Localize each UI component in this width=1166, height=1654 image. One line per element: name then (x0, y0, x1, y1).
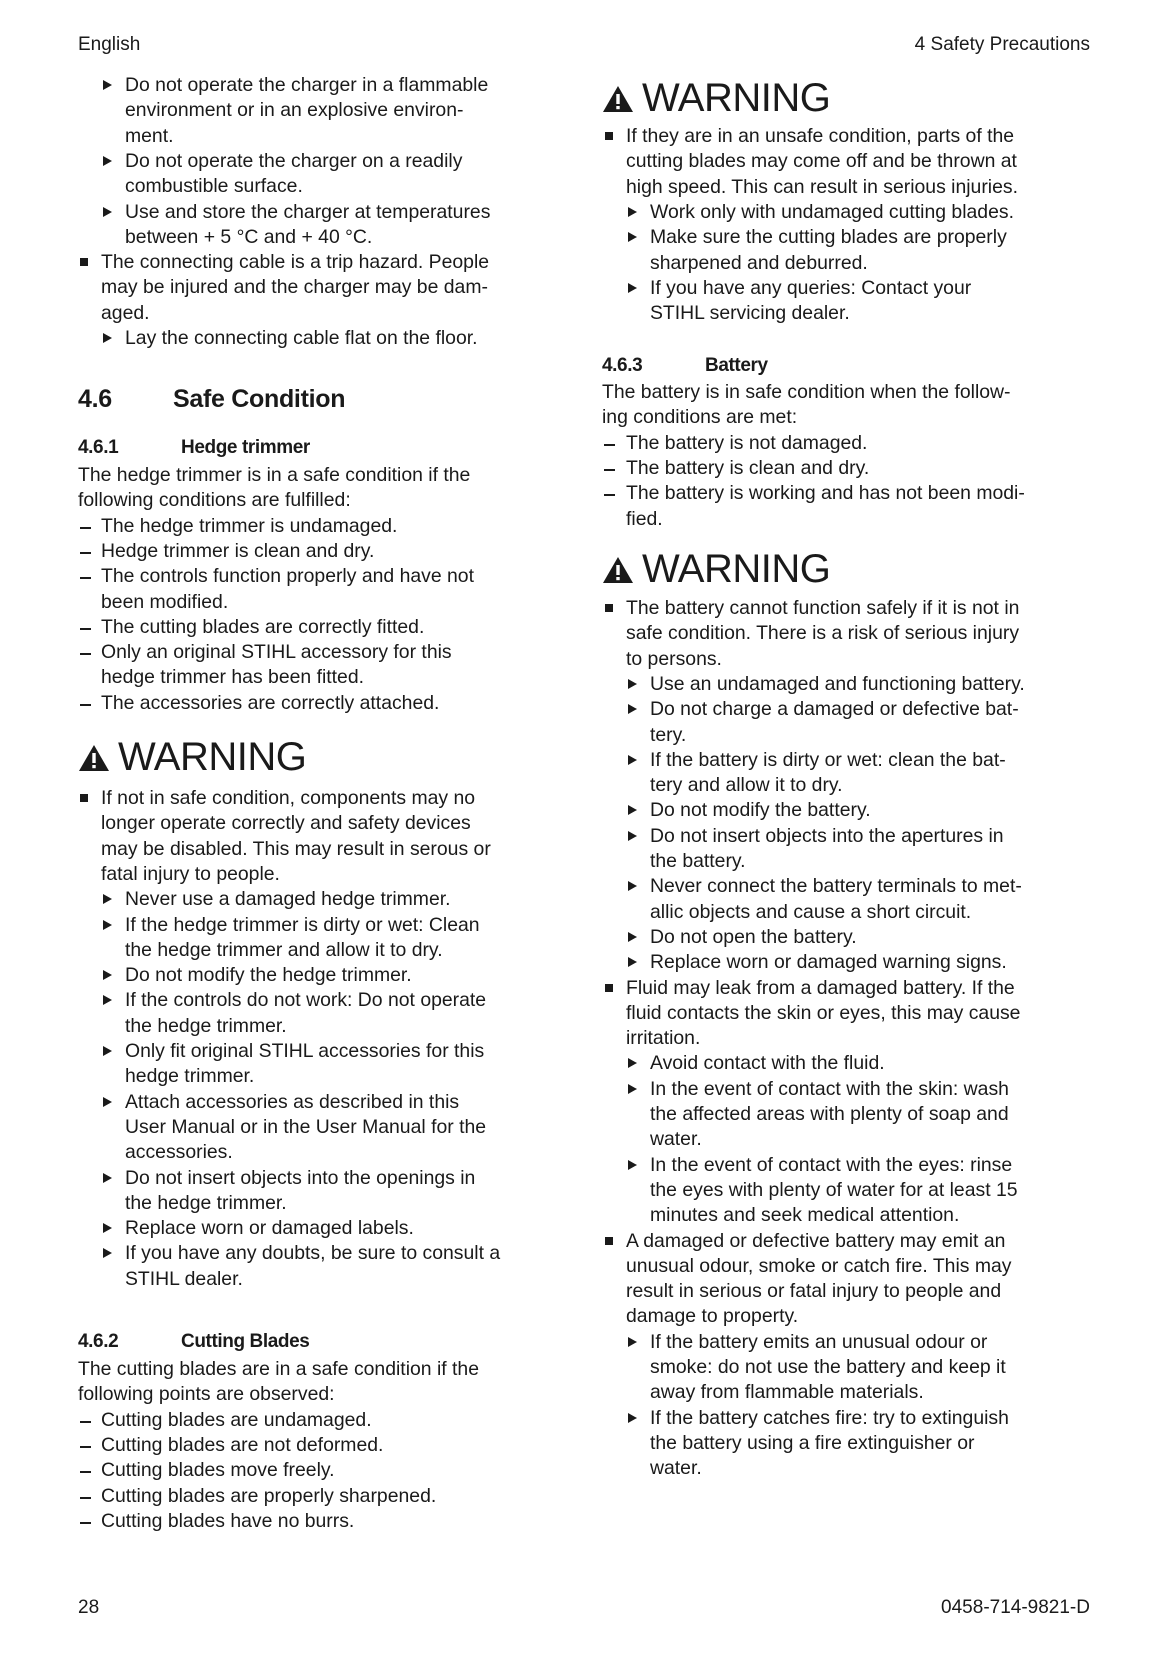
warning-step-line: If you have any queries: Contact your (650, 276, 972, 299)
header-language: English (78, 34, 141, 55)
hazard-text-line: aged. (101, 301, 150, 324)
arrow-bullet-icon (628, 1160, 637, 1170)
condition-line: The controls function properly and have not (101, 565, 474, 588)
warning-text-line: may be disabled. This may result in serous or (101, 837, 491, 860)
warning-step-line: minutes and seek medical attention. (650, 1204, 960, 1227)
warning-step-line: smoke: do not use the battery and keep it (650, 1356, 1006, 1378)
dash-bullet-icon (80, 1446, 91, 1448)
warning-step-line: Never connect the battery terminals to met- (650, 875, 1022, 898)
warning-label: WARNING (118, 735, 307, 779)
arrow-bullet-icon (628, 932, 637, 942)
warning-step-line: tery and allow it to dry. (650, 774, 843, 797)
warning-text-line: Fluid may leak from a damaged battery. If the (626, 976, 1015, 999)
warning-step-line: allic objects and cause a short circuit. (650, 900, 972, 923)
dash-bullet-icon (80, 527, 91, 529)
warning-step-line: If the battery catches fire: try to extinguish (650, 1406, 1009, 1429)
arrow-bullet-icon (103, 80, 112, 90)
arrow-bullet-icon (628, 831, 637, 841)
condition-line: Cutting blades are undamaged. (101, 1408, 372, 1431)
warning-text-line: unusual odour, smoke or catch fire. This may (626, 1254, 1012, 1277)
warning-step-line: Do not insert objects into the openings in (125, 1166, 476, 1189)
warning-step-line: Do not modify the battery. (650, 799, 871, 822)
section-title: Cutting Blades (181, 1331, 310, 1352)
condition-line: The hedge trimmer is undamaged. (101, 514, 398, 537)
hazard-text-line: may be injured and the charger may be dam- (101, 276, 488, 299)
warning-step-line: hedge trimmer. (125, 1065, 255, 1088)
dash-bullet-icon (80, 1522, 91, 1524)
arrow-bullet-icon (628, 679, 637, 689)
warning-step-line: the eyes with plenty of water for at least 15 (650, 1178, 1018, 1201)
dash-bullet-icon (80, 577, 91, 579)
warning-step-line: water. (650, 1457, 702, 1480)
arrow-bullet-icon (103, 970, 112, 980)
document-code: 0458-714-9821-D (941, 1597, 1090, 1618)
arrow-bullet-icon (103, 1097, 112, 1107)
condition-line: The cutting blades are correctly fitted. (101, 615, 425, 638)
subsection-heading (78, 1331, 309, 1353)
warning-text-line: damage to property. (626, 1305, 799, 1328)
warning-step-line: If you have any doubts, be sure to consult a (125, 1242, 501, 1265)
warning-step-line: the battery using a fire extinguisher or (650, 1431, 975, 1454)
arrow-bullet-icon (628, 207, 637, 217)
condition-line: hedge trimmer has been fitted. (101, 666, 364, 689)
arrow-bullet-icon (628, 1084, 637, 1094)
warning-text-line: high speed. This can result in serious injuries. (626, 175, 1018, 198)
cable-step-line: Lay the connecting cable flat on the floor. (125, 327, 478, 349)
warning-label: WARNING (642, 547, 831, 591)
arrow-bullet-icon (628, 283, 637, 293)
intro-line: following conditions are fulfilled: (78, 489, 351, 512)
warning-step-line: User Manual or in the User Manual for the (125, 1115, 487, 1138)
arrow-bullet-icon (628, 1413, 637, 1423)
dash-bullet-icon (80, 1421, 91, 1423)
intro-line: following points are observed: (78, 1383, 335, 1406)
warning-step-line: the affected areas with plenty of soap and (650, 1103, 1009, 1125)
warning-text-line: cutting blades may come off and be thrown at (626, 150, 1017, 173)
arrow-bullet-icon (103, 207, 112, 217)
warning-step-line: Avoid contact with the fluid. (650, 1052, 885, 1075)
warning-step-line: In the event of contact with the eyes: rinse (650, 1153, 1013, 1176)
subsection-heading (602, 355, 768, 377)
warning-text-line: irritation. (626, 1027, 701, 1050)
arrow-bullet-icon (103, 894, 112, 904)
section-title: Battery (705, 355, 768, 376)
dash-bullet-icon (604, 494, 615, 496)
condition-line: Hedge trimmer is clean and dry. (101, 539, 375, 562)
arrow-bullet-icon (628, 805, 637, 815)
charger-step-line: environment or in an explosive environ- (125, 99, 464, 122)
warning-text-line: fatal injury to people. (101, 862, 280, 885)
header-chapter: 4 Safety Precautions (914, 34, 1090, 55)
warning-step-line: away from flammable materials. (650, 1381, 924, 1404)
warning-step-line: Replace worn or damaged labels. (125, 1217, 414, 1240)
warning-triangle-icon (602, 556, 634, 584)
arrow-bullet-icon (103, 1223, 112, 1233)
warning-step-line: If the controls do not work: Do not operate (125, 989, 487, 1012)
warning-step-line: the battery. (650, 850, 746, 872)
condition-line: Cutting blades have no burrs. (101, 1509, 355, 1532)
square-bullet-icon (605, 984, 613, 992)
subsection-heading (78, 437, 310, 459)
dash-bullet-icon (80, 552, 91, 554)
dash-bullet-icon (80, 1471, 91, 1473)
intro-line: The battery is in safe condition when the follow- (602, 381, 1011, 403)
warning-text-line: fluid contacts the skin or eyes, this may cause (626, 1001, 1021, 1024)
square-bullet-icon (80, 794, 88, 802)
warning-step-line: STIHL dealer. (125, 1267, 243, 1290)
arrow-bullet-icon (628, 1058, 637, 1068)
warning-step-line: tery. (650, 723, 687, 746)
arrow-bullet-icon (103, 920, 112, 930)
warning-text-line: If they are in an unsafe condition, parts of the (626, 125, 1015, 147)
warning-text-line: longer operate correctly and safety devices (101, 812, 471, 835)
square-bullet-icon (605, 1237, 613, 1245)
condition-line: The battery is not damaged. (626, 431, 868, 454)
warning-triangle-icon (78, 744, 110, 772)
arrow-bullet-icon (628, 957, 637, 967)
section-title: Hedge trimmer (181, 437, 310, 458)
arrow-bullet-icon (103, 333, 112, 343)
warning-text-line: The battery cannot function safely if it is not in (626, 597, 1020, 619)
square-bullet-icon (605, 604, 613, 612)
arrow-bullet-icon (628, 755, 637, 765)
section-number: 4.6.1 (78, 437, 119, 458)
warning-step-line: If the hedge trimmer is dirty or wet: Clean (125, 913, 480, 936)
arrow-bullet-icon (628, 704, 637, 714)
warning-text-line: result in serious or fatal injury to people and (626, 1280, 1002, 1303)
arrow-bullet-icon (103, 995, 112, 1005)
arrow-bullet-icon (628, 1337, 637, 1347)
warning-step-line: Do not insert objects into the apertures in (650, 824, 1004, 847)
dash-bullet-icon (604, 444, 615, 446)
warning-step-line: Make sure the cutting blades are properly (650, 226, 1007, 249)
square-bullet-icon (80, 258, 88, 266)
charger-step-line: Use and store the charger at temperatures (125, 200, 491, 223)
condition-line: Cutting blades are not deformed. (101, 1433, 384, 1456)
warning-heading (78, 735, 306, 779)
section-heading (78, 385, 345, 414)
dash-bullet-icon (80, 1497, 91, 1499)
condition-line: Cutting blades are properly sharpened. (101, 1484, 437, 1507)
condition-line: The battery is clean and dry. (626, 456, 870, 479)
hazard-text-line: The connecting cable is a trip hazard. People (101, 251, 490, 274)
warning-step-line: Do not charge a damaged or defective bat- (650, 698, 1019, 721)
warning-step-line: If the battery emits an unusual odour or (650, 1330, 988, 1353)
warning-text-line: to persons. (626, 647, 722, 670)
warning-text-line: safe condition. There is a risk of serious injury (626, 622, 1020, 645)
charger-step-line: between + 5 °C and + 40 °C. (125, 225, 373, 248)
charger-step-line: Do not operate the charger on a readily (125, 149, 463, 172)
dash-bullet-icon (80, 704, 91, 706)
arrow-bullet-icon (628, 881, 637, 891)
warning-triangle-icon (602, 85, 634, 113)
warning-step-line: accessories. (125, 1141, 233, 1164)
warning-step-line: Do not modify the hedge trimmer. (125, 964, 412, 987)
warning-step-line: the hedge trimmer and allow it to dry. (125, 938, 443, 961)
warning-step-line: the hedge trimmer. (125, 1014, 287, 1037)
warning-step-line: Never use a damaged hedge trimmer. (125, 888, 451, 911)
condition-line: fied. (626, 507, 663, 530)
warning-step-line: sharpened and deburred. (650, 251, 868, 274)
warning-step-line: Work only with undamaged cutting blades. (650, 200, 1014, 223)
intro-line: The cutting blades are in a safe condition if the (78, 1358, 479, 1380)
dash-bullet-icon (80, 653, 91, 655)
dash-bullet-icon (80, 628, 91, 630)
page-number: 28 (78, 1597, 100, 1618)
warning-step-line: Use an undamaged and functioning battery. (650, 672, 1025, 695)
intro-line: ing conditions are met: (602, 406, 798, 429)
warning-heading (602, 76, 830, 120)
dash-bullet-icon (604, 469, 615, 471)
warning-step-line: Attach accessories as described in this (125, 1090, 460, 1113)
warning-step-line: Replace worn or damaged warning signs. (650, 951, 1007, 974)
condition-line: Cutting blades move freely. (101, 1459, 335, 1482)
square-bullet-icon (605, 132, 613, 140)
warning-step-line: In the event of contact with the skin: wash (650, 1077, 1009, 1100)
warning-step-line: STIHL servicing dealer. (650, 302, 850, 325)
condition-line: Only an original STIHL accessory for this (101, 641, 452, 664)
warning-text-line: A damaged or defective battery may emit an (626, 1229, 1006, 1252)
arrow-bullet-icon (103, 1248, 112, 1258)
charger-step-line: Do not operate the charger in a flammable (125, 74, 489, 96)
warning-step-line: water. (650, 1128, 702, 1151)
arrow-bullet-icon (628, 232, 637, 242)
arrow-bullet-icon (103, 1046, 112, 1056)
warning-heading (602, 547, 830, 591)
section-number: 4.6.2 (78, 1331, 119, 1352)
section-number: 4.6.3 (602, 355, 643, 376)
warning-label: WARNING (642, 76, 831, 120)
arrow-bullet-icon (103, 1173, 112, 1183)
section-number: 4.6 (78, 385, 112, 413)
intro-line: The hedge trimmer is in a safe condition if the (78, 464, 471, 486)
condition-line: The accessories are correctly attached. (101, 691, 440, 714)
section-title: Safe Condition (173, 385, 346, 413)
warning-text-line: If not in safe condition, components may no (101, 787, 476, 809)
arrow-bullet-icon (103, 156, 112, 166)
warning-step-line: Do not open the battery. (650, 925, 857, 948)
charger-step-line: ment. (125, 124, 174, 147)
warning-step-line: the hedge trimmer. (125, 1191, 287, 1214)
charger-step-line: combustible surface. (125, 175, 303, 198)
warning-step-line: If the battery is dirty or wet: clean the bat- (650, 748, 1006, 771)
condition-line: been modified. (101, 590, 229, 613)
warning-step-line: Only fit original STIHL accessories for this (125, 1040, 485, 1062)
condition-line: The battery is working and has not been modi- (626, 482, 1025, 505)
